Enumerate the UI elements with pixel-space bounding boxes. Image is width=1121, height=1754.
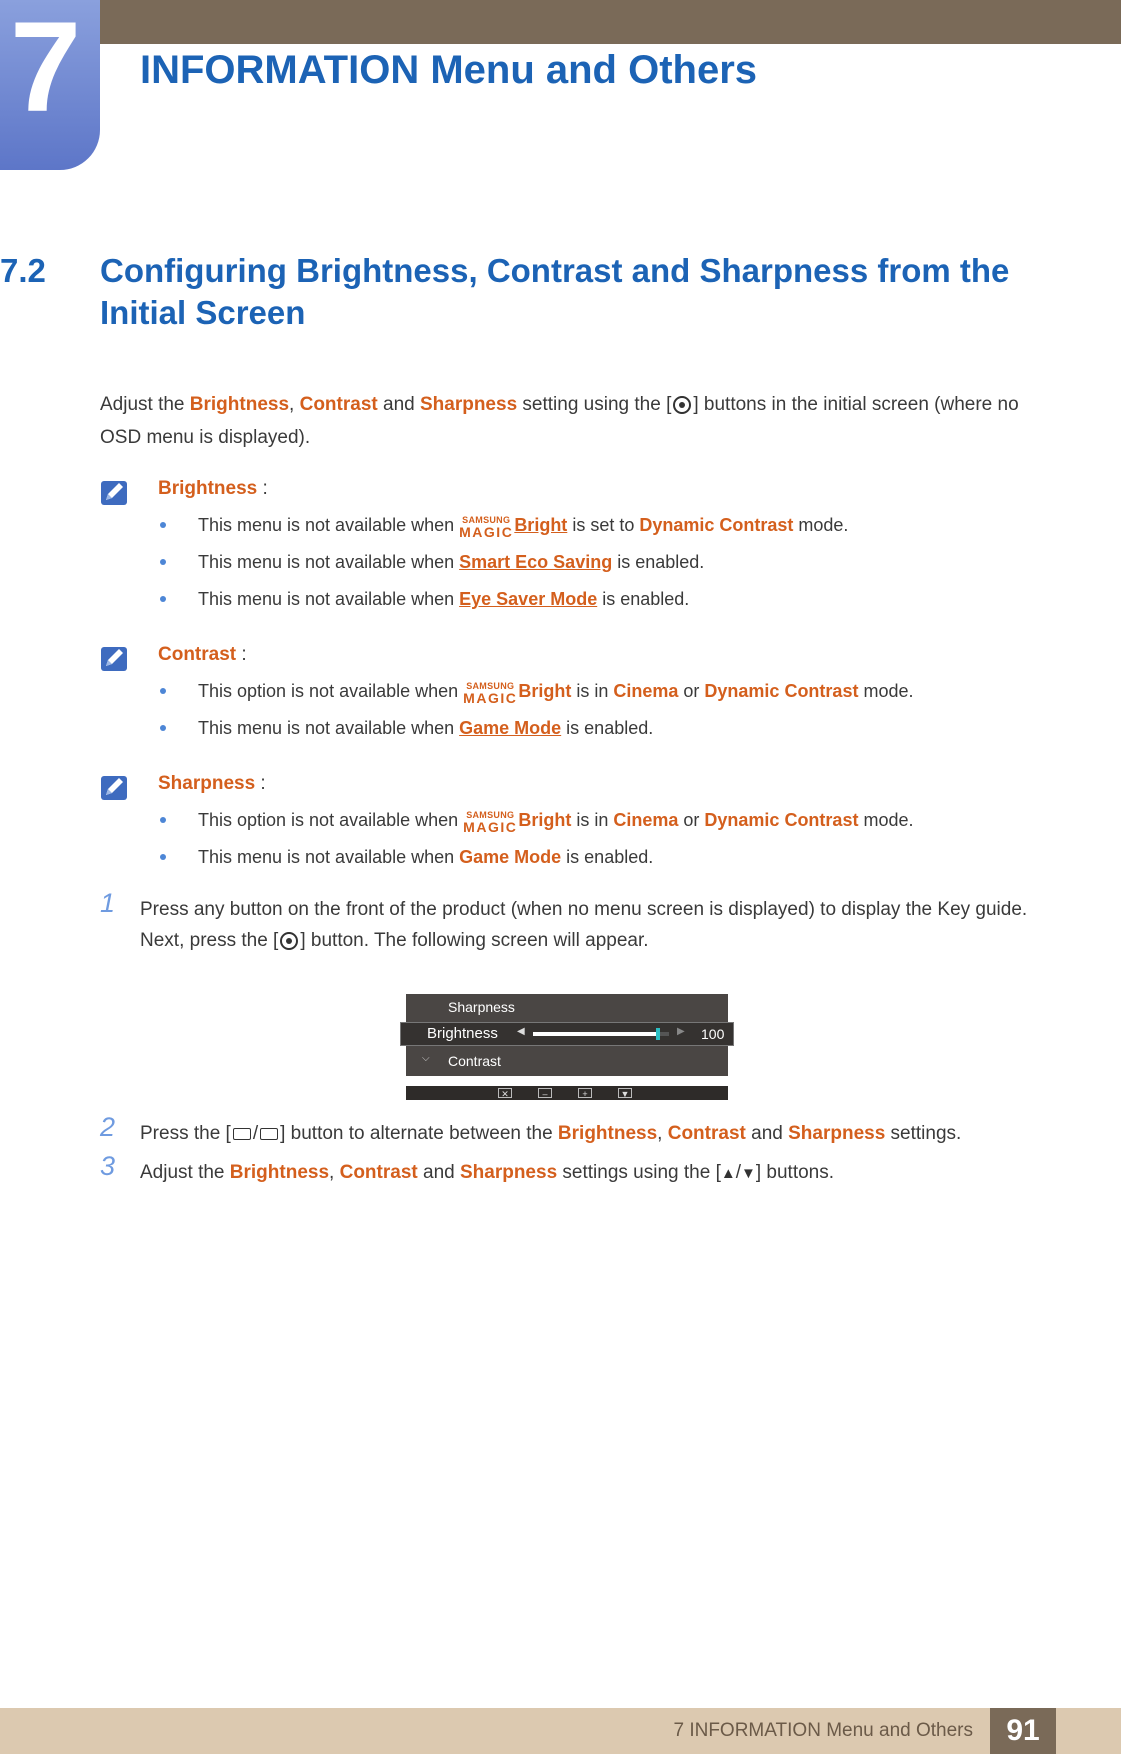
note-sharpness — [100, 773, 1060, 883]
osd-brightness-label: Brightness — [427, 1025, 498, 1042]
term-contrast: Contrast — [339, 1162, 418, 1183]
jog-button-icon — [673, 396, 691, 414]
jog-button-icon — [280, 932, 298, 950]
osd-left-arrow-icon: ◀ — [517, 1026, 525, 1037]
note-heading-term: Contrast — [158, 644, 237, 665]
bullet-text: mode. — [858, 681, 914, 701]
bullet-text: or — [678, 681, 705, 701]
chapter-number-tab — [0, 0, 100, 170]
down-arrow-icon: ▼ — [618, 1088, 632, 1098]
page-number: 91 — [990, 1708, 1056, 1754]
bullet-text: is set to — [567, 515, 640, 535]
note-pencil-icon — [100, 478, 128, 506]
input-source-icon — [260, 1128, 278, 1140]
step-text-part: Press the [ — [140, 1123, 231, 1144]
magicbright-term: Bright — [518, 810, 572, 830]
bullet-text: This menu is not available when — [198, 847, 460, 867]
magic-top: SAMSUNG — [466, 810, 515, 820]
note-heading-term: Sharpness — [158, 773, 256, 794]
osd-contrast-label: Contrast — [448, 1053, 501, 1069]
osd-slider-track — [533, 1032, 669, 1036]
bullet-text: This menu is not available when — [198, 589, 460, 609]
magicbright-term: Bright — [518, 681, 572, 701]
bullet-text: is enabled. — [561, 847, 654, 867]
mode-term: Cinema — [613, 681, 679, 701]
step-text — [140, 894, 1060, 956]
step-number: 1 — [100, 888, 116, 918]
note-pencil-icon — [100, 644, 128, 672]
note-heading-term: Brightness — [158, 478, 258, 499]
magic-bottom: MAGIC — [463, 819, 518, 835]
colon: : — [255, 773, 266, 794]
colon: : — [257, 478, 268, 499]
osd-slider-knob — [656, 1028, 660, 1040]
step-3 — [100, 1151, 1060, 1191]
step-1 — [100, 888, 1060, 964]
bullet-text: is enabled. — [612, 552, 705, 572]
bullet-text: or — [678, 810, 705, 830]
and: and — [417, 1162, 460, 1183]
slash: / — [735, 1162, 741, 1183]
note-contrast — [100, 644, 1060, 754]
list-item — [158, 586, 848, 623]
chapter-title: INFORMATION Menu and Others — [140, 48, 758, 92]
note-bullets — [158, 807, 913, 881]
osd-key-guide — [406, 1086, 728, 1100]
osd-screen — [400, 994, 734, 1104]
mode-term: Dynamic Contrast — [639, 515, 794, 535]
and: and — [377, 394, 420, 415]
step-text-part: ] button. The following screen will appear. — [300, 930, 649, 951]
header-band — [0, 0, 1121, 44]
term-sharpness: Sharpness — [788, 1123, 886, 1144]
osd-sharpness-label: Sharpness — [448, 999, 515, 1015]
chapter-number: 7 — [10, 0, 82, 139]
note-bullets — [158, 678, 913, 752]
bullet-text: This option is not available when — [198, 810, 464, 830]
samsung-magic-logo — [459, 516, 513, 539]
monitor-icon — [233, 1128, 251, 1140]
link-smart-eco-saving[interactable]: Smart Eco Saving — [459, 552, 613, 572]
magic-top: SAMSUNG — [466, 681, 515, 691]
bullet-text: is in — [571, 681, 614, 701]
slash: / — [252, 1123, 259, 1144]
note-brightness — [100, 478, 1060, 628]
minus-icon: – — [538, 1088, 552, 1098]
intro-text: Adjust the — [100, 394, 190, 415]
list-item — [158, 512, 848, 549]
note-bullets — [158, 512, 848, 623]
samsung-magic-logo — [463, 811, 517, 834]
term-contrast: Contrast — [667, 1123, 746, 1144]
step-text — [140, 1118, 1060, 1149]
close-icon: ✕ — [498, 1088, 512, 1098]
mode-term: Game Mode — [459, 847, 562, 867]
chevron-down-icon: ⌵ — [422, 1053, 430, 1064]
and: and — [745, 1123, 789, 1144]
bullet-text: This menu is not available when — [198, 552, 460, 572]
step-text-part: Adjust the — [140, 1162, 230, 1183]
term-sharpness: Sharpness — [419, 394, 518, 415]
comma: , — [657, 1123, 668, 1144]
section-title-text: Configuring Brightness, Contrast and Sharpness from the Initial Screen — [100, 252, 1010, 331]
list-item — [158, 807, 913, 844]
link-eye-saver-mode[interactable]: Eye Saver Mode — [459, 589, 598, 609]
bullet-text: This menu is not available when — [198, 718, 460, 738]
link-magicbright[interactable]: Bright — [514, 515, 568, 535]
bullet-text: This menu is not available when — [198, 515, 460, 535]
colon: : — [236, 644, 247, 665]
comma: , — [329, 1162, 340, 1183]
osd-value: 100 — [701, 1026, 725, 1042]
term-sharpness: Sharpness — [459, 1162, 558, 1183]
step-text-part: Press any button on the front of the product (when no menu screen is displayed) to display the Key guide. Next, press the [ — [140, 899, 1028, 951]
term-brightness: Brightness — [189, 394, 290, 415]
magic-bottom: MAGIC — [459, 524, 514, 540]
intro-paragraph — [100, 388, 1050, 454]
intro-text: setting using the [ — [517, 394, 672, 415]
note-heading — [158, 478, 268, 500]
mode-term: Cinema — [613, 810, 679, 830]
step-text-part: ] buttons. — [755, 1162, 835, 1183]
down-triangle-icon: ▼ — [741, 1165, 756, 1182]
bullet-text: is in — [571, 810, 614, 830]
bullet-text: This option is not available when — [198, 681, 464, 701]
intro-text: ] buttons in the initial screen (where no OSD menu is displayed). — [100, 394, 1019, 448]
step-number: 2 — [100, 1112, 116, 1142]
bullet-text: is enabled. — [561, 718, 654, 738]
bullet-text: mode. — [793, 515, 849, 535]
bullet-text: mode. — [858, 810, 914, 830]
page-footer — [0, 1708, 1121, 1754]
mode-term: Dynamic Contrast — [704, 681, 859, 701]
note-heading — [158, 773, 266, 795]
list-item — [158, 549, 848, 586]
footer-chapter-text: 7 INFORMATION Menu and Others — [673, 1720, 973, 1741]
comma: , — [289, 394, 300, 415]
plus-icon: + — [578, 1088, 592, 1098]
osd-slider-fill — [533, 1032, 658, 1036]
step-text-part: ] button to alternate between the — [280, 1123, 558, 1144]
up-triangle-icon: ▲ — [720, 1165, 736, 1182]
osd-row-brightness — [400, 1022, 734, 1046]
step-number: 3 — [100, 1151, 116, 1181]
bullet-text: is enabled. — [597, 589, 690, 609]
list-item — [158, 844, 913, 881]
term-brightness: Brightness — [557, 1123, 658, 1144]
step-text-part: settings. — [885, 1123, 962, 1144]
magic-top: SAMSUNG — [462, 515, 511, 525]
section-number: 7.2 — [0, 252, 46, 289]
mode-term: Dynamic Contrast — [704, 810, 859, 830]
osd-right-arrow-icon: ▶ — [677, 1026, 685, 1037]
osd-row-sharpness — [406, 994, 728, 1022]
step-2 — [100, 1112, 1060, 1152]
magic-bottom: MAGIC — [463, 690, 518, 706]
list-item — [158, 678, 913, 715]
note-pencil-icon — [100, 773, 128, 801]
note-heading — [158, 644, 247, 666]
list-item — [158, 715, 913, 752]
link-game-mode[interactable]: Game Mode — [459, 718, 562, 738]
osd-row-contrast — [406, 1046, 728, 1076]
step-text-part: settings using the [ — [557, 1162, 721, 1183]
term-brightness: Brightness — [229, 1162, 330, 1183]
step-text — [140, 1157, 1060, 1189]
samsung-magic-logo — [463, 682, 517, 705]
term-contrast: Contrast — [299, 394, 378, 415]
